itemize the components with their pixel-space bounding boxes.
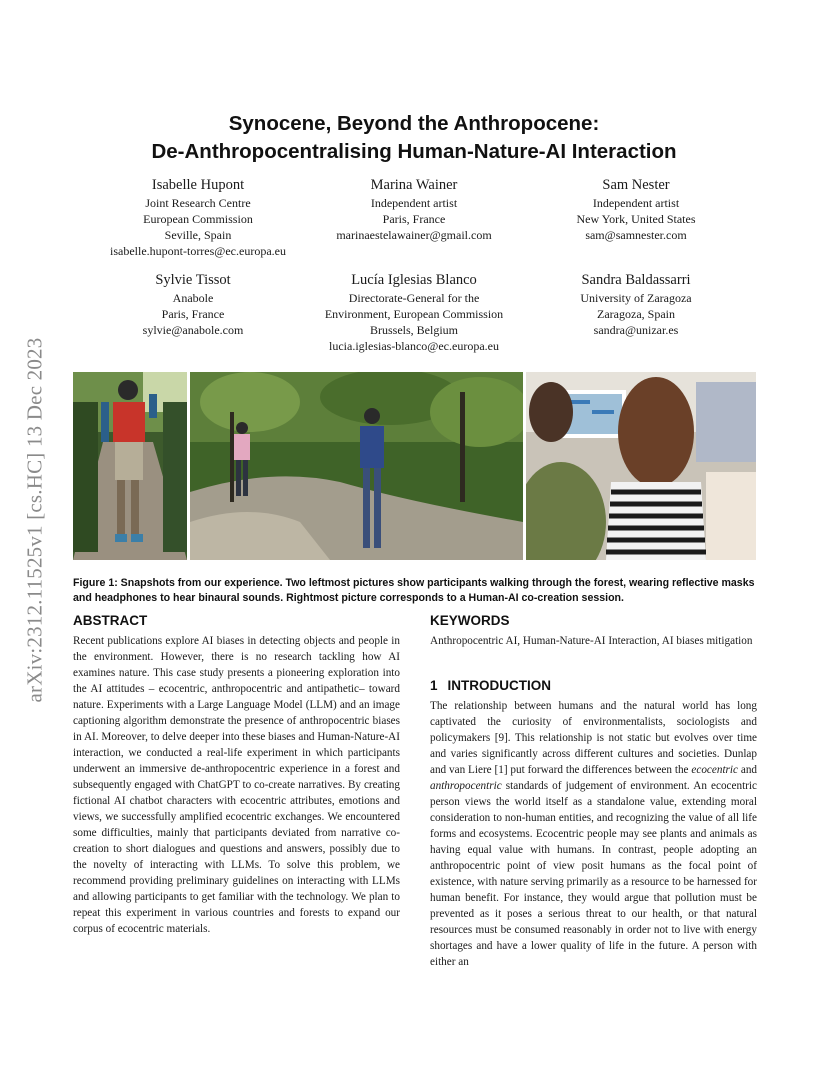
author-email[interactable]: lucia.iglesias-blanco@ec.europa.eu [329, 339, 499, 353]
author-email[interactable]: sam@samnester.com [585, 228, 687, 242]
author-affiliation: Independent artist [592, 196, 680, 210]
author-location: Brussels, Belgium [369, 323, 458, 337]
author-block [300, 271, 528, 354]
author-block [526, 176, 746, 243]
author-name: Sylvie Tissot [155, 272, 231, 288]
introduction-heading [430, 677, 757, 695]
abstract-text: Recent publications explore AI biases in detecting objects and people in the environment. However, there is no research tackling how AI examines nature. This case study presents a pioneering exploration into the AI attitudes – ecocentric, anthropocentric and antipathetic– toward nature. Experiments with a Large Language Model (LLM) and an image captioning algorithm demonstrate the presence of anthropocentric biases in AI. Moreover, to delve deeper into these biases and Human-Nature-AI interaction, we conducted a real-life experiment in which participants underwent an immersive de-anthropocentric experience in a forest and subsequently engaged with ChatGPT to co-create narratives. By creating fictional AI chatbot characters with ecocentric attributes, emotions and views, we successfully amplified ecocentric exchanges. We encountered some difficulties, mainly that participants deviated from narrative co-creation to short dialogues and questions and answers, possibly due to the novelty of interacting with LLMs. To solve this problem, we recommend providing preliminary guidelines on interacting with LLMs and allowing participants to get familiar with the technology. We plan to repeat this experiment in various countries and forests to expand our corpus of ecocentric materials. [73, 635, 400, 935]
forest-path-image [190, 372, 523, 560]
author-location: Paris, France [382, 212, 446, 226]
title-line-2: De-Anthropocentralising Human-Nature-AI Interaction [151, 140, 677, 163]
figure-photo-forest-path [190, 372, 523, 560]
abstract-heading: ABSTRACT [73, 613, 148, 628]
arxiv-sidebar [21, 290, 49, 750]
introduction-text [430, 698, 757, 970]
author-affiliation: Joint Research Centre [145, 196, 251, 210]
keywords-heading: KEYWORDS [430, 613, 510, 628]
author-location: New York, United States [576, 212, 696, 226]
author-block [526, 271, 746, 338]
figure-caption: Figure 1: Snapshots from our experience. Two leftmost pictures show participants walking through the forest, wearing reflective masks and headphones to hear binaural sounds. Rightmost picture corresponds to a Human-AI co-creation session. [73, 577, 755, 604]
author-email[interactable]: sylvie@anabole.com [142, 323, 244, 337]
author-location: Seville, Spain [164, 228, 232, 242]
author-block [73, 271, 313, 338]
keywords-text: Anthropocentric AI, Human-Nature-AI Interaction, AI biases mitigation [430, 635, 753, 647]
intro-emphasis-anthropocentric: anthropocentric [430, 780, 502, 792]
paper-title [0, 110, 828, 166]
intro-text-part: standards of judgement of environment. An ecocentric person views the world itself as a standalone value, extending moral consideration to non-human entities, and recognizing the value of all life forms and ecosystems. Ecocentric people may see plants and animals as having equal value with humans. In contrast, people adopting an anthropocentric point of view posit humans as the focal point of existence, with nature serving primarily as a resource to be harnessed for human benefit. For instance, they would argue that pollution must be prevented as it poses a serious threat to our health, or that natural resources must be consumed reasonably in order not to live with energy shortages and have a lower quality of life in the future. A person with either an [430, 780, 757, 968]
author-affiliation: University of Zaragoza [580, 291, 692, 305]
author-email[interactable]: marinaestelawainer@gmail.com [336, 228, 492, 242]
figure-photo-cocreation [526, 372, 756, 560]
cocreation-session-image [526, 372, 756, 560]
author-email[interactable]: sandra@unizar.es [593, 323, 679, 337]
author-affiliation: Environment, European Commission [324, 307, 504, 321]
section-number: 1 [430, 678, 438, 693]
right-column [430, 612, 757, 970]
title-line-1: Synocene, Beyond the Anthropocene: [228, 112, 600, 135]
left-column [73, 612, 400, 937]
figure-photo-forest-child [73, 372, 187, 560]
author-block [300, 176, 528, 243]
author-affiliation: Independent artist [370, 196, 458, 210]
author-block [73, 176, 323, 259]
intro-text-part: and [737, 764, 758, 776]
author-name: Isabelle Hupont [151, 177, 245, 193]
author-affiliation: European Commission [143, 212, 253, 226]
author-location: Zaragoza, Spain [597, 307, 675, 321]
author-affiliation: Anabole [172, 291, 214, 305]
author-name: Sandra Baldassarri [581, 272, 691, 288]
author-name: Marina Wainer [370, 177, 458, 193]
author-name: Sam Nester [602, 177, 670, 193]
forest-child-image [73, 372, 187, 560]
author-affiliation: Directorate-General for the [348, 291, 480, 305]
author-location: Paris, France [161, 307, 225, 321]
author-name: Lucía Iglesias Blanco [351, 272, 477, 288]
arxiv-identifier: arXiv:2312.11525v1 [cs.HC] 13 Dec 2023 [22, 337, 47, 703]
section-title: INTRODUCTION [447, 678, 552, 693]
intro-emphasis-ecocentric: ecocentric [691, 764, 738, 776]
intro-text-part: The relationship between humans and the natural world has long captivated the curiosity of environmentalists, sociologists and policymakers [9]. This relationship is not static but evolves over time and varies significantly across different cultures and societies. Dunlap and van Liere [1] put forward the differences between the [430, 700, 757, 776]
author-email[interactable]: isabelle.hupont-torres@ec.europa.eu [110, 244, 286, 258]
